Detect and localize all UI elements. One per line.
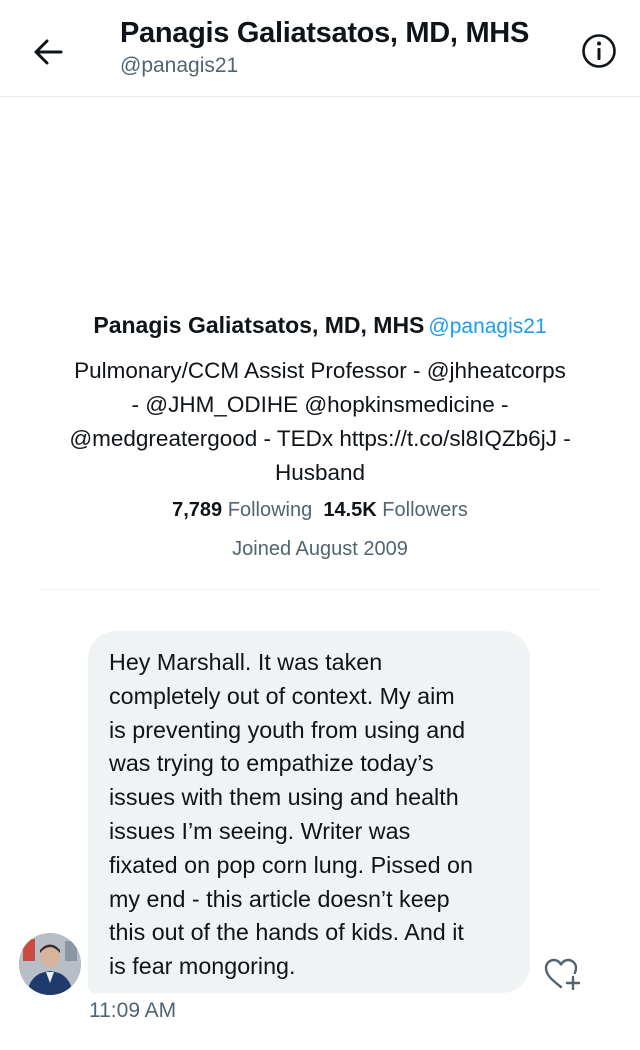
followers-link[interactable] bbox=[323, 499, 468, 521]
message-line: issues I’m seeing. Writer was bbox=[109, 817, 411, 844]
profile-name[interactable]: Panagis Galiatsatos, MD, MHS bbox=[93, 312, 425, 338]
info-circle-icon bbox=[581, 33, 617, 69]
bio-line: Husband bbox=[274, 460, 366, 485]
header-title: Panagis Galiatsatos, MD, MHS bbox=[120, 17, 529, 49]
following-label: Following bbox=[227, 499, 313, 521]
message-line: is preventing youth from using and bbox=[109, 716, 466, 743]
message-line: fixated on pop corn lung. Pissed on bbox=[109, 851, 473, 878]
message-line: issues with them using and health bbox=[109, 784, 459, 811]
profile-handle[interactable]: @panagis21 bbox=[428, 315, 547, 338]
followers-label: Followers bbox=[382, 499, 468, 521]
divider bbox=[40, 589, 600, 590]
follow-stats bbox=[0, 499, 640, 522]
arrow-left-icon bbox=[33, 38, 63, 66]
react-button[interactable] bbox=[543, 956, 583, 992]
bio-line: @medgreatergood - TEDx https://t.co/sl8IQZb6jJ - bbox=[69, 426, 571, 451]
message-line: completely out of context. My aim bbox=[109, 682, 455, 709]
heart-plus-icon bbox=[543, 956, 583, 992]
message-bubble[interactable] bbox=[88, 631, 530, 993]
followers-count: 14.5K bbox=[323, 499, 377, 521]
following-link[interactable] bbox=[172, 499, 312, 521]
conversation-header bbox=[0, 0, 640, 97]
avatar-image bbox=[19, 933, 81, 995]
message-timestamp: 11:09 AM bbox=[89, 999, 177, 1022]
message-line: is fear mongoring. bbox=[109, 953, 296, 980]
header-handle: @panagis21 bbox=[120, 54, 239, 77]
message-line: my end - this article doesn’t keep bbox=[109, 885, 450, 912]
profile-bio bbox=[30, 354, 610, 490]
bio-line: - @JHM_ODIHE @hopkinsmedicine - bbox=[131, 392, 509, 417]
profile-name-line bbox=[0, 312, 640, 339]
sender-avatar[interactable] bbox=[19, 933, 81, 995]
message-line: was trying to empathize today’s bbox=[109, 750, 434, 777]
back-button[interactable] bbox=[26, 30, 70, 74]
message-line: this out of the hands of kids. And it bbox=[109, 919, 464, 946]
joined-date: Joined August 2009 bbox=[232, 538, 408, 560]
following-count: 7,789 bbox=[172, 499, 223, 521]
info-button[interactable] bbox=[580, 32, 618, 70]
bio-line: Pulmonary/CCM Assist Professor - @jhheatcorps bbox=[74, 358, 566, 383]
message-line: Hey Marshall. It was taken bbox=[109, 649, 383, 675]
